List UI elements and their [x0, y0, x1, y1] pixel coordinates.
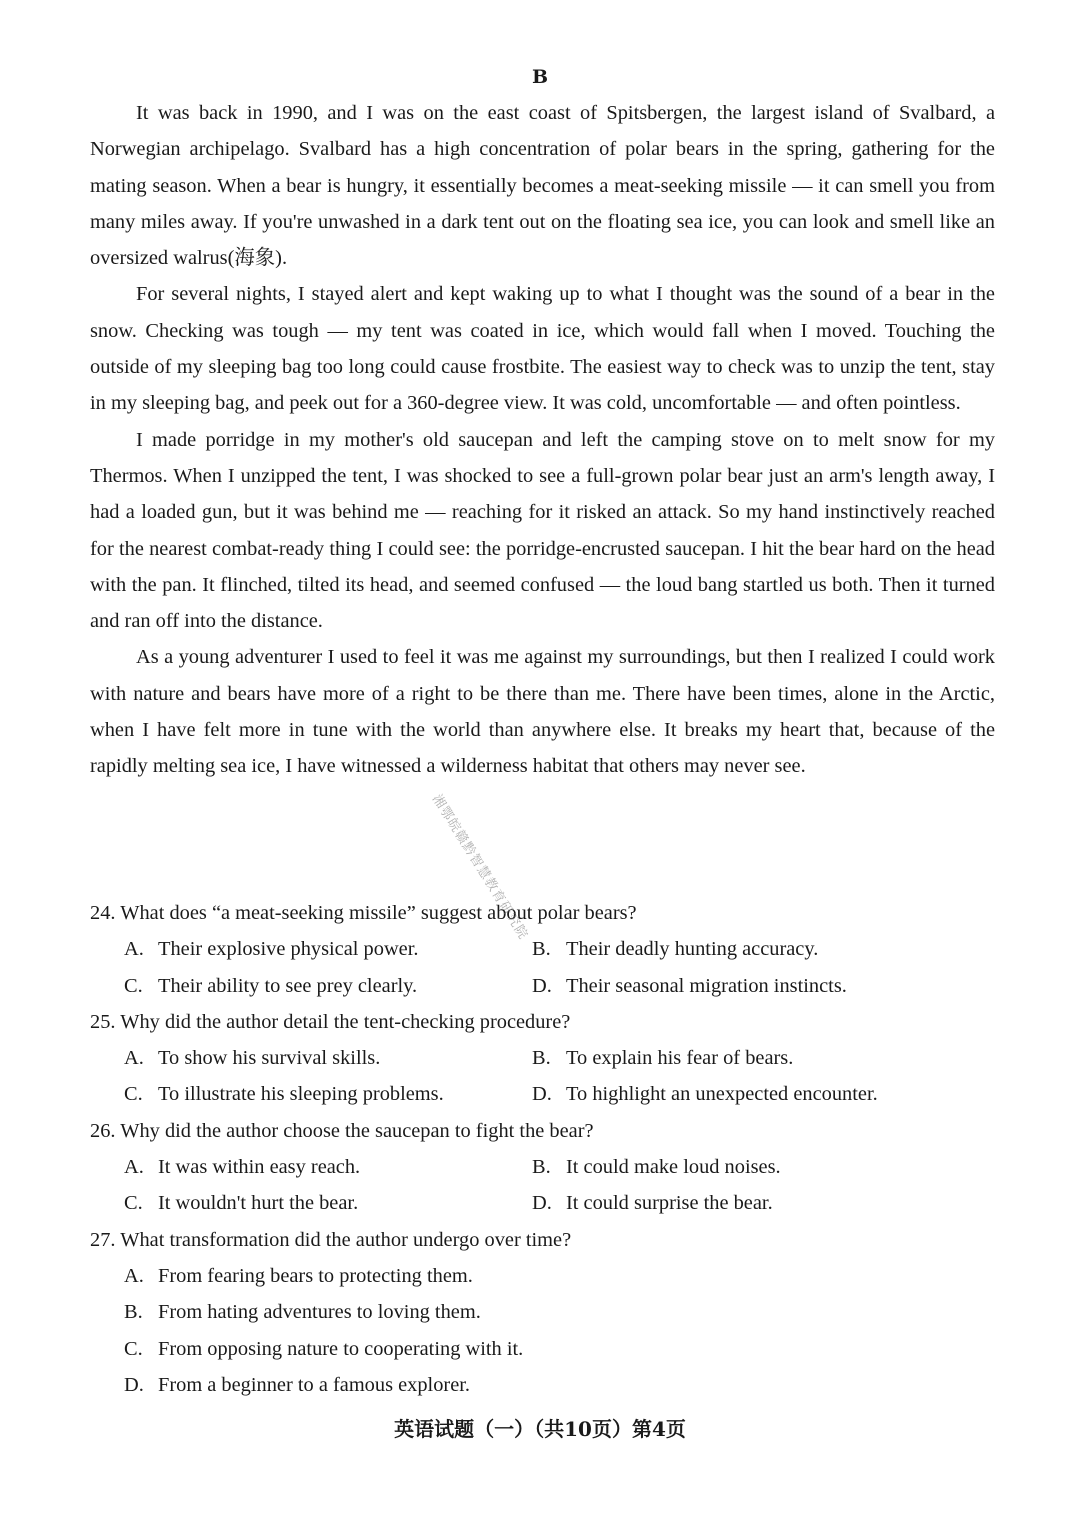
- option-letter: C.: [124, 1083, 143, 1106]
- question-27: [90, 1222, 995, 1403]
- option-a[interactable]: [124, 1258, 995, 1294]
- option-letter: C.: [124, 1337, 143, 1360]
- question-stem: 25. Why did the author detail the tent-checking procedure?: [90, 1010, 571, 1033]
- option-text: From opposing nature to cooperating with it.: [158, 1337, 524, 1360]
- option-letter: D.: [532, 974, 552, 997]
- question-stem: 24. What does “a meat-seeking missile” suggest about polar bears?: [90, 902, 637, 924]
- option-c[interactable]: [124, 1185, 532, 1221]
- option-text: From hating adventures to loving them.: [158, 1301, 481, 1324]
- option-letter: C.: [124, 974, 143, 997]
- reading-passage: [90, 95, 995, 785]
- option-letter: A.: [124, 1156, 144, 1179]
- option-letter: A.: [124, 938, 144, 961]
- option-letter: A.: [124, 1264, 144, 1287]
- option-b[interactable]: [532, 931, 995, 967]
- option-text: It could surprise the bear.: [566, 1192, 773, 1215]
- option-text: To highlight an unexpected encounter.: [566, 1083, 878, 1106]
- option-a[interactable]: [124, 1040, 532, 1076]
- option-text: Their deadly hunting accuracy.: [566, 938, 819, 961]
- option-d[interactable]: [532, 1185, 995, 1221]
- option-text: It wouldn't hurt the bear.: [158, 1192, 359, 1215]
- option-text: Their seasonal migration instincts.: [566, 974, 847, 997]
- option-letter: B.: [532, 1047, 551, 1070]
- page-footer: 英语试题（一）（共10页）第4页: [394, 1417, 686, 1441]
- option-text: It was within easy reach.: [158, 1156, 361, 1179]
- option-text: From fearing bears to protecting them.: [158, 1264, 473, 1287]
- passage-paragraph: I made porridge in my mother's old saucepan and left the camping stove on to melt snow for my Thermos. When I unzipped the tent, I was shocked to see a full-grown polar bear just an arm's length away, I had a loaded gun, but it was behind me — reaching for it risked an attack. So my hand instinctively reached for the nearest combat-ready thing I could see: the porridge-encrusted saucepan. I hit the bear hard on the head with the pan. It flinched, tilted its head, and seemed confused — the loud bang startled us both. Then it turned and ran off into the distance.: [90, 428, 995, 633]
- question-25: [90, 1004, 995, 1113]
- option-a[interactable]: [124, 931, 532, 967]
- option-group: [90, 1040, 995, 1113]
- passage-paragraph: As a young adventurer I used to feel it was me against my surroundings, but then I realized I could work with nature and bears have more of a right to be there than me. There have been times, alone in the Arctic, when I have felt more in tune with the world than anywhere else. It breaks my heart that, because of the rapidly melting sea ice, I have witnessed a wilderness habitat that others may never see.: [90, 646, 995, 778]
- option-letter: D.: [124, 1373, 144, 1396]
- option-d[interactable]: [532, 968, 995, 1004]
- passage-paragraph: It was back in 1990, and I was on the east coast of Spitsbergen, the largest island of Svalbard, a Norwegian archipelago. Svalbard has a high concentration of polar bears in the spring, gathering for the mating season. When a bear is hungry, it essentially becomes a meat-seeking missile — it can smell you from many miles away. If you're unwashed in a dark tent out on the floating sea ice, you can look and smell like an oversized walrus(海象).: [90, 102, 995, 270]
- question-stem: 26. Why did the author choose the saucepan to fight the bear?: [90, 1119, 594, 1142]
- option-letter: B.: [532, 1156, 551, 1179]
- option-a[interactable]: [124, 1149, 532, 1185]
- option-b[interactable]: [532, 1040, 995, 1076]
- question-stem: 27. What transformation did the author undergo over time?: [90, 1228, 572, 1251]
- question-26: [90, 1113, 995, 1222]
- option-c[interactable]: [124, 968, 532, 1004]
- option-letter: B.: [124, 1301, 143, 1324]
- option-c[interactable]: [124, 1076, 532, 1112]
- option-text: To illustrate his sleeping problems.: [158, 1083, 444, 1106]
- option-letter: D.: [532, 1192, 552, 1215]
- option-text: Their explosive physical power.: [158, 938, 419, 961]
- watermark: 湘鄂皖赣黔智慧教育研究院: [428, 792, 531, 943]
- option-d[interactable]: [124, 1367, 995, 1403]
- option-text: It could make loud noises.: [566, 1156, 781, 1179]
- passage-paragraph: For several nights, I stayed alert and kept waking up to what I thought was the sound of a bear in the snow. Checking was tough — my tent was coated in ice, which would fall when I moved. Touching the outside of my sleeping bag too long could cause frostbite. The easiest way to check was to unzip the tent, stay in my sleeping bag, and peek out for a 360-degree view. It was cold, uncomfortable — and often pointless.: [90, 283, 995, 415]
- section-label: B: [531, 66, 549, 88]
- option-group: [90, 931, 995, 1004]
- option-c[interactable]: [124, 1331, 995, 1367]
- option-d[interactable]: [532, 1076, 995, 1112]
- option-text: To explain his fear of bears.: [566, 1047, 794, 1070]
- option-letter: D.: [532, 1083, 552, 1106]
- option-group: [90, 1258, 995, 1403]
- option-group: [90, 1149, 995, 1222]
- question-list: [90, 895, 995, 1403]
- option-b[interactable]: [532, 1149, 995, 1185]
- option-letter: B.: [532, 938, 551, 961]
- option-text: Their ability to see prey clearly.: [158, 974, 418, 997]
- option-text: To show his survival skills.: [158, 1047, 381, 1070]
- option-letter: A.: [124, 1047, 144, 1070]
- option-text: From a beginner to a famous explorer.: [158, 1373, 471, 1396]
- option-b[interactable]: [124, 1294, 995, 1330]
- option-letter: C.: [124, 1192, 143, 1215]
- question-24: [90, 895, 995, 1004]
